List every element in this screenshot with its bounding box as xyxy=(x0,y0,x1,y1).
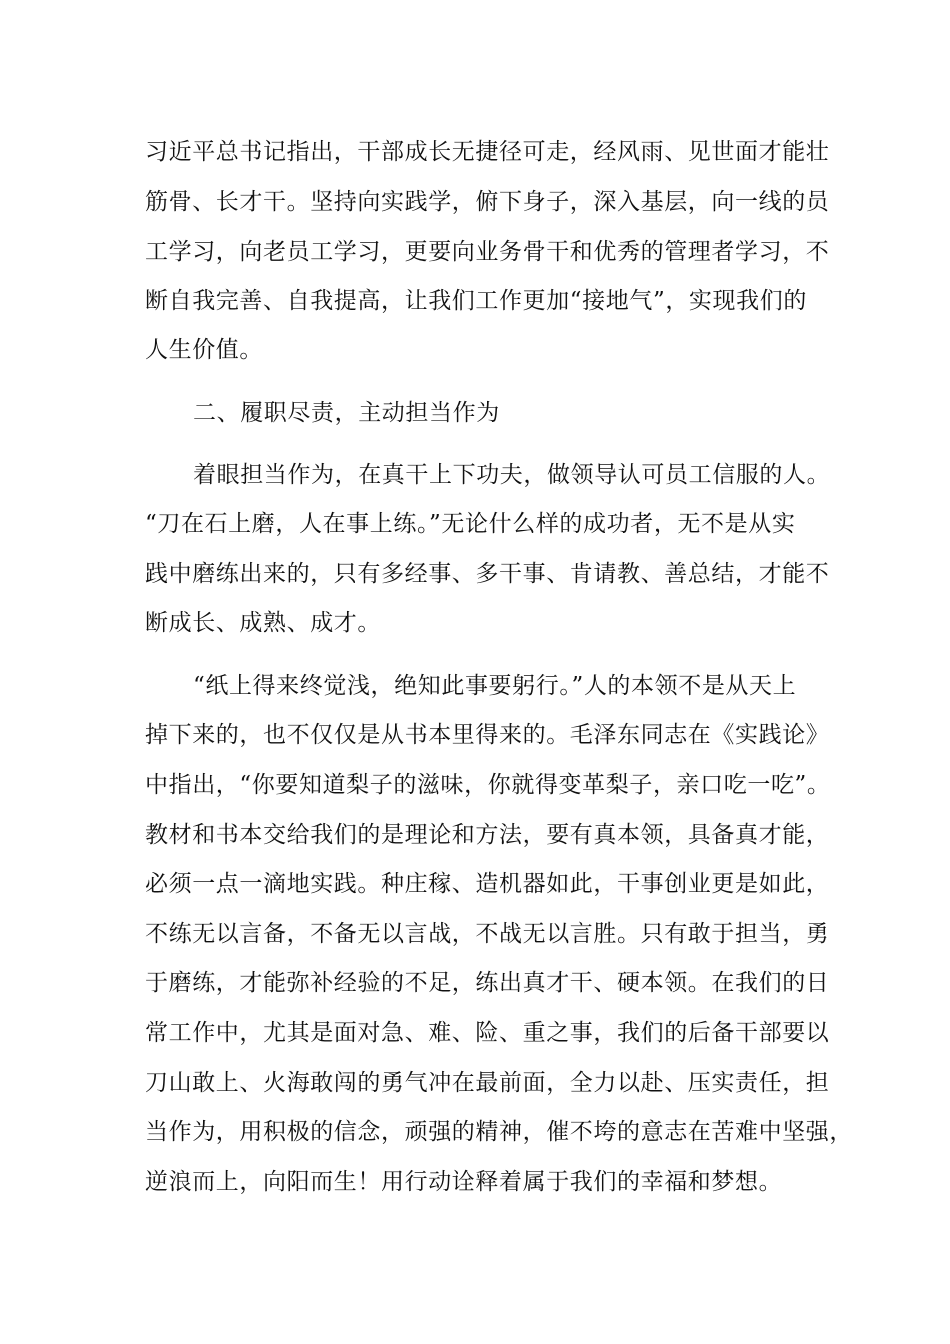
paragraph-3-line: 常工作中，尤其是面对急、难、险、重之事，我们的后备干部要以 xyxy=(145,1020,830,1046)
paragraph-3-line: 不练无以言备，不备无以言战，不战无以言胜。只有敢于担当，勇 xyxy=(145,921,830,947)
paragraph-3-line: 教材和书本交给我们的是理论和方法，要有真本领，具备真才能， xyxy=(145,822,830,848)
paragraph-3-line: 掉下来的，也不仅仅是从书本里得来的。毛泽东同志在《实践论》 xyxy=(145,722,830,748)
paragraph-2-line: 着眼担当作为，在真干上下功夫，做领导认可员工信服的人。 xyxy=(193,462,831,488)
paragraph-2-line: “刀在石上磨，人在事上练。”无论什么样的成功者，无不是从实 xyxy=(145,511,796,537)
paragraph-3-line: 当作为，用积极的信念，顽强的精神，催不垮的意志在苦难中坚强， xyxy=(145,1119,853,1145)
paragraph-1-line: 工学习，向老员工学习，更要向业务骨干和优秀的管理者学习，不 xyxy=(145,239,830,265)
paragraph-3-line: 于磨练，才能弥补经验的不足，练出真才干、硬本领。在我们的日 xyxy=(145,970,830,996)
paragraph-3-line: 逆浪而上，向阳而生！用行动诠释着属于我们的幸福和梦想。 xyxy=(145,1169,783,1195)
paragraph-3-line: “纸上得来终觉浅，绝知此事要躬行。”人的本领不是从天上 xyxy=(193,673,797,699)
section-heading: 二、履职尽责，主动担当作为 xyxy=(193,400,500,426)
paragraph-2-line: 践中磨练出来的，只有多经事、多干事、肯请教、善总结，才能不 xyxy=(145,561,830,587)
paragraph-3-line: 中指出，“你要知道梨子的滋味，你就得变革梨子，亲口吃一吃”。 xyxy=(145,772,831,798)
paragraph-1-line: 习近平总书记指出，干部成长无捷径可走，经风雨、见世面才能壮 xyxy=(145,139,830,165)
paragraph-1-line: 人生价值。 xyxy=(145,337,263,363)
paragraph-2-line: 断成长、成熟、成才。 xyxy=(145,610,381,636)
paragraph-1-line: 筋骨、长才干。坚持向实践学，俯下身子，深入基层，向一线的员 xyxy=(145,189,830,215)
paragraph-1-line: 断自我完善、自我提高，让我们工作更加“接地气”，实现我们的 xyxy=(145,288,807,314)
paragraph-3-line: 刀山敢上、火海敢闯的勇气冲在最前面，全力以赴、压实责任，担 xyxy=(145,1070,830,1096)
paragraph-3-line: 必须一点一滴地实践。种庄稼、造机器如此，干事创业更是如此， xyxy=(145,871,830,897)
